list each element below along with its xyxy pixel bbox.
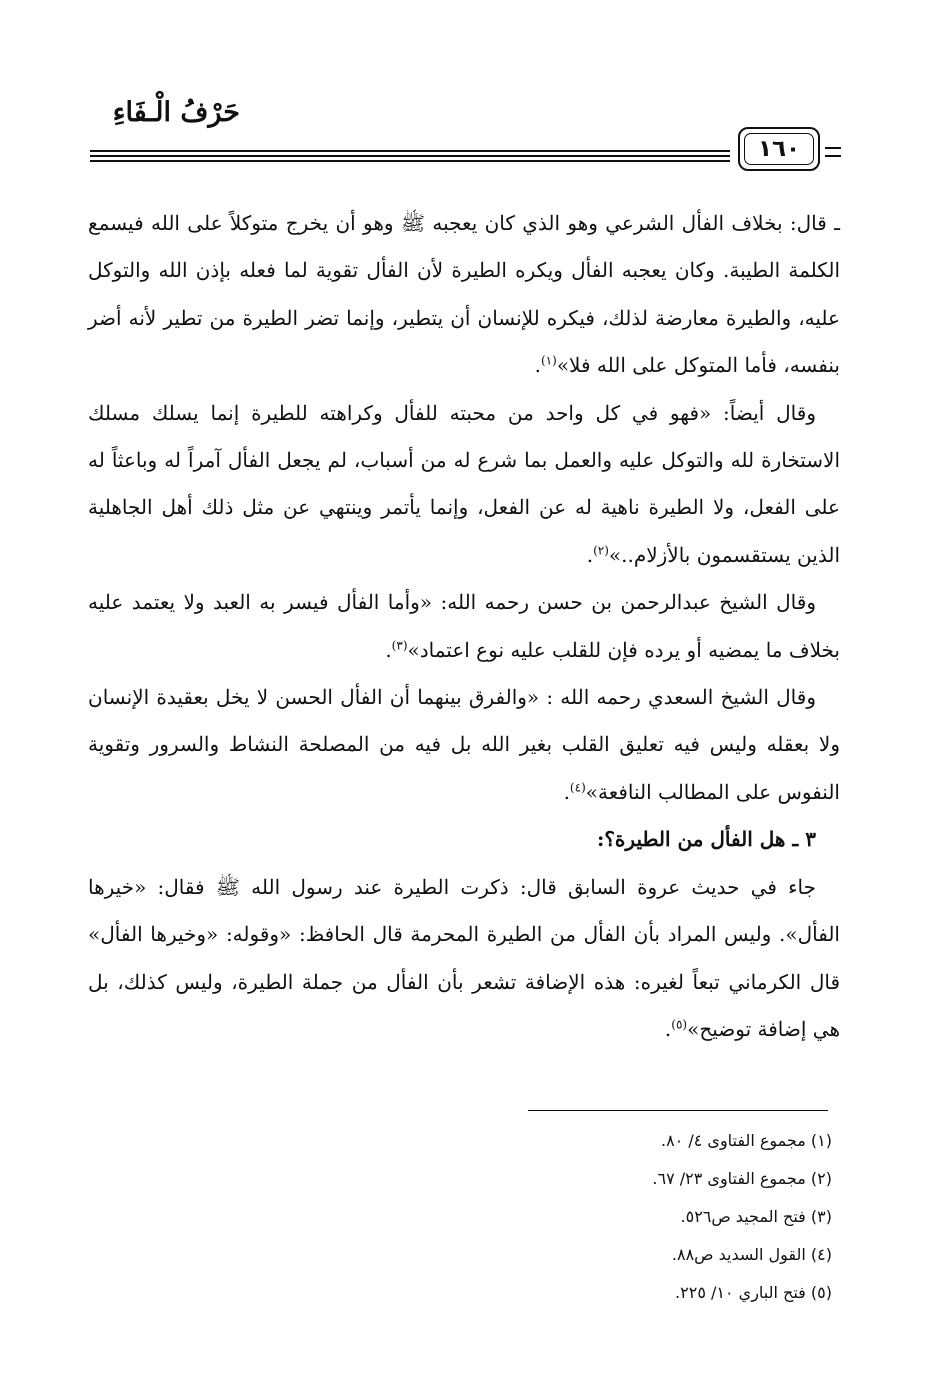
paragraph bbox=[88, 390, 840, 580]
paragraph bbox=[88, 200, 840, 390]
footnote-item: (٤) القول السديد ص٨٨. bbox=[671, 1245, 832, 1264]
page-number-frame bbox=[738, 127, 820, 171]
header-rule-line bbox=[90, 155, 730, 157]
footnote-separator bbox=[528, 1110, 828, 1111]
footnote-ref[interactable]: (٥) bbox=[671, 1017, 688, 1032]
footnote-item: (٣) فتح المجيد ص٥٢٦. bbox=[680, 1207, 832, 1226]
paragraph-end: . bbox=[534, 353, 541, 378]
footnote-ref[interactable]: (٣) bbox=[391, 638, 408, 652]
section-heading: ٣ ـ هل الفأل من الطيرة؟: bbox=[596, 827, 816, 852]
footnote-ref[interactable]: (١) bbox=[540, 353, 557, 368]
paragraph-text: ـ قال: بخلاف الفأل الشرعي وهو الذي كان يعجبه ﷺ وهو أن يخرج متوكلاً على الله فيسمع الكلمة الطيبة. وكان يعجبه الفأل ويكره الطيرة لأن الفأل تقوية لما فعله بإذن الله والتوكل عليه، والطيرة معارضة لذلك، فيكره للإنسان أن يتطير، وإنما تضر الطيرة من تطير لأنه أضر بنفسه، فأما المتوكل على الله فلا» bbox=[88, 211, 840, 378]
page-number: ١٦٠ bbox=[757, 136, 801, 162]
paragraph bbox=[88, 579, 840, 674]
footnote-item: (٢) مجموع الفتاوى ٢٣/ ٦٧. bbox=[652, 1169, 832, 1188]
running-title: حَرْفُ الْـفَاءِ bbox=[112, 97, 240, 128]
paragraph-text: وقال الشيخ عبدالرحمن بن حسن رحمه الله: «وأما الفأل فيسر به العبد ولا يعتمد عليه بخلاف ما يمضيه أو يرده فإن للقلب عليه نوع اعتماد» bbox=[88, 590, 840, 662]
paragraph bbox=[88, 674, 840, 816]
paragraph-end: . bbox=[563, 779, 570, 804]
paragraph-end: . bbox=[586, 542, 594, 567]
paragraph bbox=[88, 864, 840, 1054]
footnote-item: (١) مجموع الفتاوى ٤/ ٨٠. bbox=[660, 1131, 832, 1150]
main-text bbox=[88, 200, 840, 1053]
paragraph-text: جاء في حديث عروة السابق قال: ذكرت الطيرة عند رسول الله ﷺ فقال: «خيرها الفأل». وليس المراد بأن الفأل من الطيرة المحرمة قال الحافظ: «وقوله: «وخيرها الفأل» قال الكرماني تبعاً لغيره: هذه الإضافة تشعر بأن الفأل من جملة الطيرة، وليس كذلك، بل هي إضافة توضيح» bbox=[88, 874, 840, 1041]
footnote-ref[interactable]: (٢) bbox=[593, 543, 609, 558]
header-ornament bbox=[825, 147, 841, 159]
paragraph-end: . bbox=[385, 637, 392, 662]
header-rule bbox=[90, 140, 730, 170]
footnote-item: (٥) فتح الباري ١٠/ ٢٢٥. bbox=[675, 1283, 832, 1302]
header-rule-line bbox=[90, 150, 730, 152]
header-rule-line bbox=[90, 160, 730, 162]
paragraph-text: وقال الشيخ السعدي رحمه الله : «والفرق بينهما أن الفأل الحسن لا يخل بعقيدة الإنسان ولا بعقله وليس فيه تعليق القلب بغير الله بل فيه من المصلحة النشاط والسرور وتقوية النفوس على المطالب النافعة» bbox=[88, 685, 840, 804]
paragraph-end: . bbox=[664, 1016, 672, 1041]
paragraph-text: وقال أيضاً: «فهو في كل واحد من محبته للفأل وكراهته للطيرة إنما يسلك مسلك الاستخارة لله والتوكل عليه والعمل بما شرع له من أسباب، لم يجعل الفأل آمراً له وباعثاً له على الفعل، ولا الطيرة ناهية له عن الفعل، وإنما يأتمر وينتهي عن مثل ذلك أهل الجاهلية الذين يستقسمون بالأزلام..» bbox=[88, 400, 840, 567]
footnote-ref[interactable]: (٤) bbox=[569, 780, 586, 795]
footnotes bbox=[332, 1122, 832, 1312]
